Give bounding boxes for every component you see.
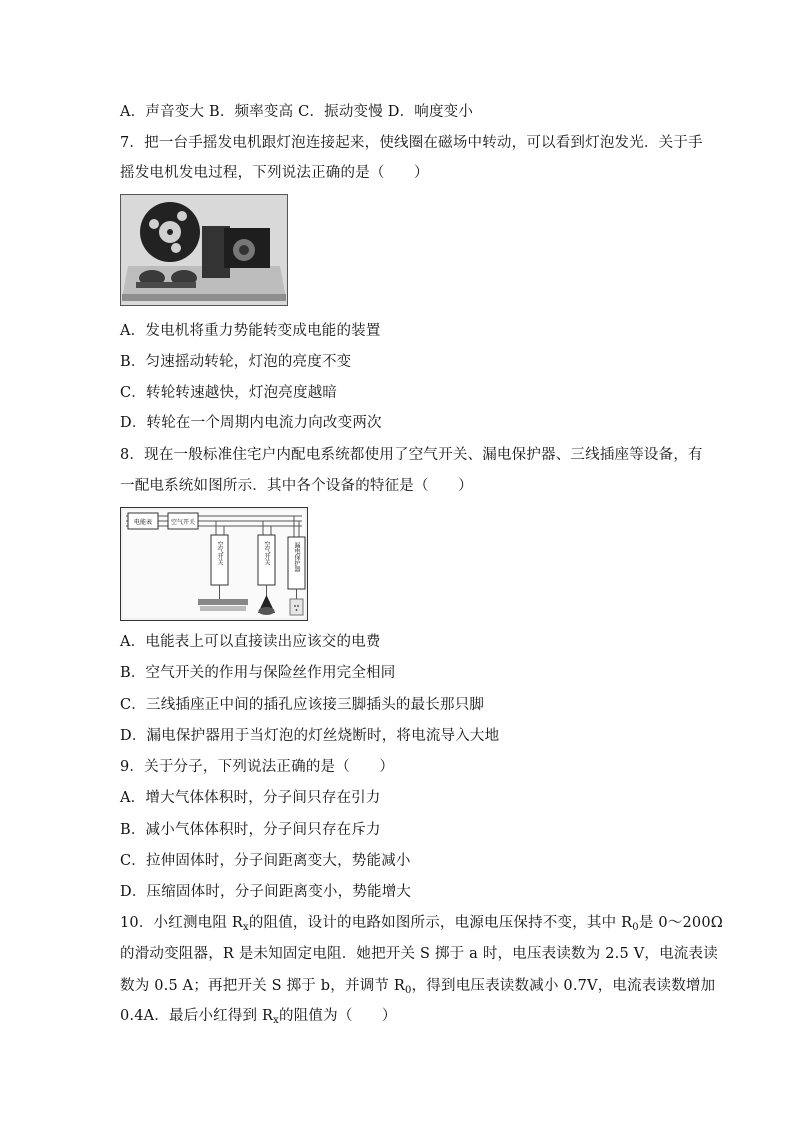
q9-option-c: C．拉伸固体时，分子间距离变大，势能减小 xyxy=(120,853,411,869)
q10-stem-line1: 10．小红测电阻 $R_x$的阻值，设计的电路如图所示，电源电压保持不变，其中 $R_0$是 0～200Ω xyxy=(120,915,723,933)
q7-option-c: C．转轮转速越快，灯泡亮度越暗 xyxy=(120,385,338,401)
q10-stem-line3: 数为 0.5 A；再把开关 S 掷于 b，并调节 $R_0$，得到电压表读数减小 0.7V，电流表读数增加 xyxy=(120,978,716,996)
generator-photo xyxy=(120,194,288,306)
branch3-label: 漏电保护器 xyxy=(293,542,300,572)
q8-stem-line1: 8．现在一般标准住宅户内配电系统都使用了空气开关、漏电保护器、三线插座等设备，有 xyxy=(120,447,703,463)
main-switch-label: 空气开关 xyxy=(170,519,196,526)
q6-options: A．声音变大 B．频率变高 C．振动变慢 D．响度变小 xyxy=(120,104,474,120)
q8-option-a: A．电能表上可以直接读出应该交的电费 xyxy=(120,634,381,650)
q9-stem: 9．关于分子，下列说法正确的是（ ） xyxy=(120,759,395,775)
q7-stem-line2: 摇发电机发电过程，下列说法正确的是（ ） xyxy=(120,165,429,181)
q7-stem-line1: 7．把一台手摇发电机跟灯泡连接起来，使线圈在磁场中转动，可以看到灯泡发光．关于手 xyxy=(120,135,703,151)
q9-option-a: A．增大气体体积时，分子间只存在引力 xyxy=(120,790,381,806)
meter-label: 电能表 xyxy=(133,519,153,526)
q8-stem-line2: 一配电系统如图所示．其中各个设备的特征是（ ） xyxy=(120,478,473,494)
q10-stem-line2: 的滑动变阻器，R 是未知固定电阻．她把开关 S 掷于 a 时，电压表读数为 2.5 V，电流表读 xyxy=(120,946,718,962)
q7-option-a: A．发电机将重力势能转变成电能的装置 xyxy=(120,323,381,339)
branch2-label: 空气开关 xyxy=(263,541,270,565)
q7-option-b: B．匀速摇动转轮，灯泡的亮度不变 xyxy=(120,354,352,370)
q9-option-d: D．压缩固体时，分子间距离变小，势能增大 xyxy=(120,884,412,900)
q8-option-c: C．三线插座正中间的插孔应该接三脚插头的最长那只脚 xyxy=(120,697,485,713)
q9-option-b: B．减小气体体积时，分子间只存在斥力 xyxy=(120,822,381,838)
q10-stem-line4: 0.4A．最后小红得到 $R_x$的阻值为（ ） xyxy=(120,1008,397,1026)
branch1-label: 空气开关 xyxy=(216,541,223,565)
q8-option-d: D．漏电保护器用于当灯泡的灯丝烧断时，将电流导入大地 xyxy=(120,728,500,744)
q8-option-b: B．空气开关的作用与保险丝作用完全相同 xyxy=(120,665,396,681)
q7-option-d: D．转轮在一个周期内电流力向改变两次 xyxy=(120,415,382,431)
distribution-diagram xyxy=(120,507,308,621)
